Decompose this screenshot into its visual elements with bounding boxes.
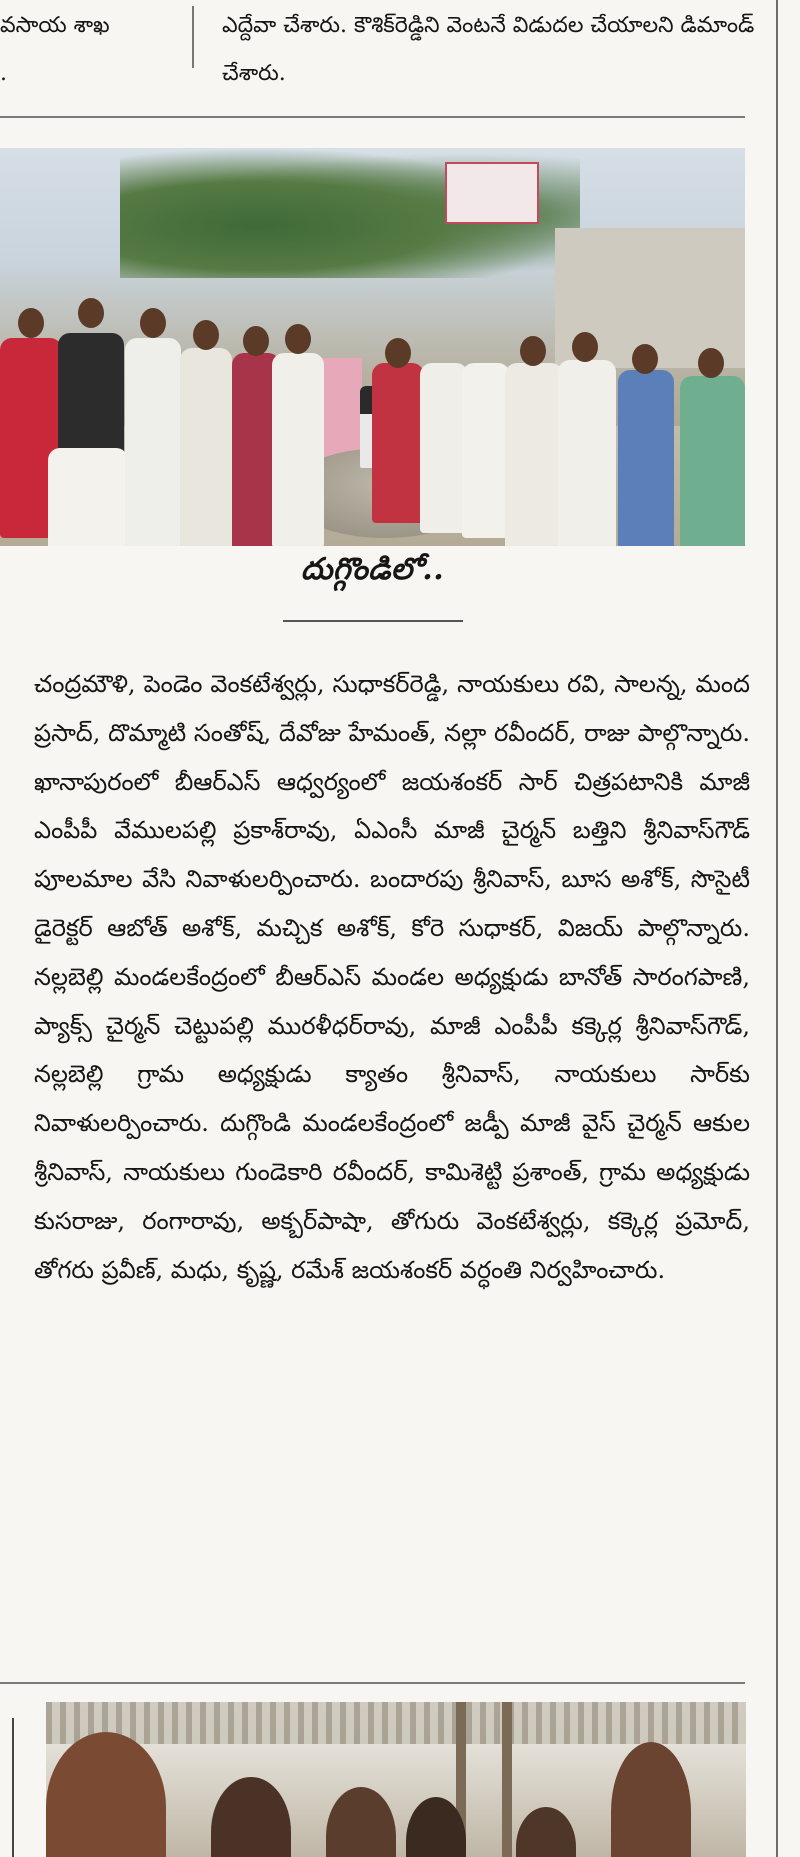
fragment-line: వసాయ శాఖ — [0, 13, 110, 38]
fragment-line: . — [0, 61, 7, 86]
photo-banner — [445, 162, 539, 224]
caption-underline — [283, 620, 463, 622]
article-body — [34, 660, 750, 1294]
photo-person-head — [385, 338, 411, 368]
photo-person-head — [140, 308, 166, 338]
article-top-text: ఎద్దేవా చేశారు. కౌశిక్‌రెడ్డిని వెంటనే విడుదల చేయాలని డిమాండ్ చేశారు. — [222, 13, 755, 86]
photo-person-head — [698, 348, 724, 378]
photo-roof — [46, 1702, 746, 1744]
photo-person-head — [572, 332, 598, 362]
photo-person — [558, 360, 616, 546]
photo-person — [272, 353, 324, 546]
article-paragraph: చంద్రమౌళి, పెండెం వెంకటేశ్వర్లు, సుధాకర్‌రెడ్డి, నాయకులు రవి, సాలన్న, మంద ప్రసాద్, దొమ్మాటి సంతోష్, దేవోజు హేమంత్, నల్లా రవీందర్, రాజు పాల్గొన్నారు. ఖానాపురంలో బీఆర్‌ఎస్ ఆధ్వర్యంలో జయశంకర్ సార్ చిత్రపటానికి మాజీ ఎంపీపీ వేములపల్లి ప్రకాశ్‌రావు, ఏఎంసీ మాజీ చైర్మన్ బత్తిని శ్రీనివాస్‌గౌడ్ పూలమాల వేసి నివాళులర్పించారు. బందారపు శ్రీనివాస్, బూస అశోక్, సొసైటీ డైరెక్టర్ ఆబోత్ అశోక్, మచ్చిక అశోక్, కోరె సుధాకర్, విజయ్ పాల్గొన్నారు. నల్లబెల్లి మండలకేంద్రంలో బీఆర్‌ఎస్ మండల అధ్యక్షుడు బానోత్ సారంగపాణి, ప్యాక్స్ చైర్మన్ చెట్టుపల్లి మురళీధర్‌రావు, మాజీ ఎంపీపీ కక్కెర్ల శ్రీనివాస్‌గౌడ్, నల్లబెల్లి గ్రామ అధ్యక్షుడు క్యాతం శ్రీనివాస్, నాయకులు సార్‌కు నివాళులర్పించారు. దుగ్గొండి మండలకేంద్రంలో జడ్పీ మాజీ వైస్ చైర్మన్ ఆకుల శ్రీనివాస్, నాయకులు గుండెకారి రవీందర్, కామిశెట్టి ప్రశాంత్, గ్రామ అధ్యక్షుడు కుసరాజు, రంగారావు, అక్బర్‌పాషా, తోగురు వెంకటేశ్వర్లు, కక్కెర్ల ప్రమోద్, తోగరు ప్రవీణ్, మధు, కృష్ణ, రమేశ్ జయశంకర్ వర్ధంతి నిర్వహించారు. — [34, 670, 750, 1284]
photo-person — [211, 1777, 291, 1857]
photo-person — [180, 348, 232, 546]
photo-pole — [502, 1702, 512, 1857]
photo-person-head — [78, 298, 104, 328]
news-photo-tribute — [0, 148, 745, 546]
photo-person-head — [193, 320, 219, 350]
photo-person-head — [243, 326, 269, 356]
photo-person — [326, 1787, 396, 1857]
photo-person — [46, 1732, 166, 1857]
photo-person-head — [285, 324, 311, 354]
section-divider — [0, 1682, 745, 1684]
photo-person-head — [632, 344, 658, 374]
column-divider — [192, 6, 194, 68]
photo-person — [505, 363, 563, 546]
photo-person — [372, 363, 424, 523]
column-rule — [12, 1718, 14, 1857]
section-divider — [0, 116, 745, 118]
photo-caption: దుగ్గొండిలో.. — [300, 552, 445, 587]
photo-person-head — [520, 336, 546, 366]
photo-person — [48, 448, 128, 546]
photo-person — [680, 376, 745, 546]
photo-person — [618, 370, 674, 546]
previous-article-fragment — [0, 2, 168, 98]
news-photo-gathering — [46, 1702, 746, 1857]
photo-person — [125, 338, 181, 546]
photo-person — [516, 1807, 576, 1857]
photo-person — [462, 363, 510, 538]
photo-person — [611, 1742, 691, 1857]
column-rule — [776, 0, 778, 1857]
photo-person-head — [18, 308, 44, 338]
photo-person — [420, 363, 468, 533]
